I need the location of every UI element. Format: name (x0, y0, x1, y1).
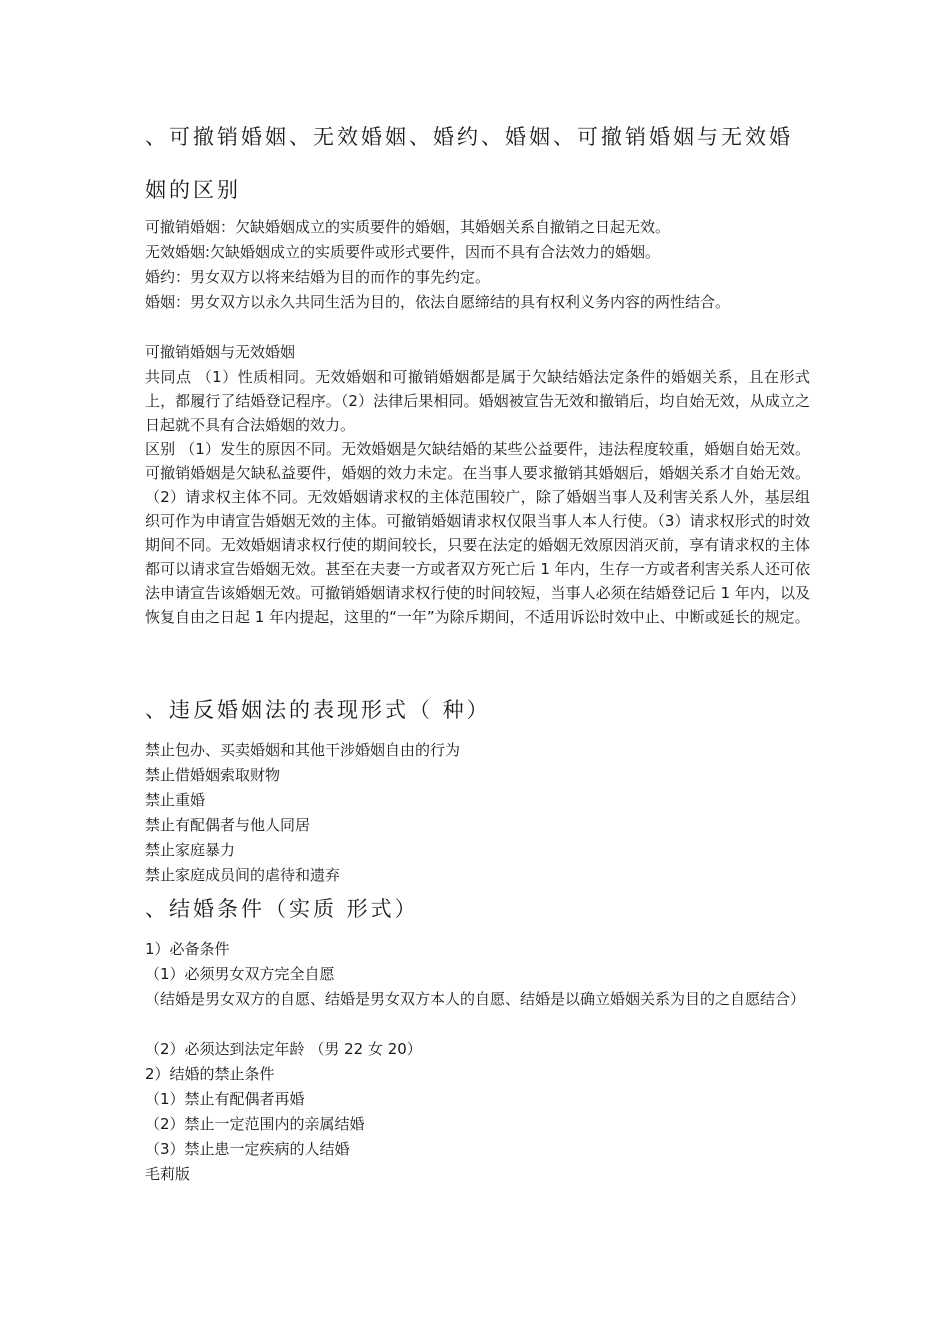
violation-item: 禁止家庭暴力 (145, 841, 236, 859)
definition-void-marriage: 无效婚姻:欠缺婚姻成立的实质要件或形式要件，因而不具有合法效力的婚姻。 (145, 243, 661, 261)
prohibited-condition-2: （2）禁止一定范围内的亲属结婚 (145, 1115, 365, 1133)
definition-engagement: 婚约：男女双方以将来结婚为目的而作的事先约定。 (145, 268, 491, 286)
similarities-paragraph: 共同点 （1）性质相同。无效婚姻和可撤销婚姻都是属于欠缺结婚法定条件的婚姻关系，且在形式上，都履行了结婚登记程序。（2）法律后果相同。婚姻被宣告无效和撤销后，均自始无效，从成立之日起就不具有合法婚姻的效力。 (145, 368, 810, 434)
differences-paragraph: 区别 （1）发生的原因不同。无效婚姻是欠缺结婚的某些公益要件，违法程度较重，婚姻自始无效。可撤销婚姻是欠缺私益要件，婚姻的效力未定。在当事人要求撤销其婚姻后，婚姻关系才自始无效。（2）请求权主体不同。无效婚姻请求权的主体范围较广，除了婚姻当事人及利害关系人外，基层组织可作为申请宣告婚姻无效的主体。可撤销婚姻请求权仅限当事人本人行使。（3）请求权形式的时效期间不同。无效婚姻请求权行使的期间较长，只要在法定的婚姻无效原因消灭前，享有请求权的主体都可以请求宣告婚姻无效。甚至在夫妻一方或者双方死亡后 1 年内，生存一方或者利害关系人还可依法申请宣告该婚姻无效。可撤销婚姻请求权行使的时间较短，当事人必须在结婚登记后 1 年内，以及恢复自由之日起 1 年内提起，这里的“一年”为除斥期间，不适用诉讼时效中止、中断或延长的规定。 (145, 440, 810, 626)
comparison-title: 可撤销婚姻与无效婚姻 (145, 343, 296, 361)
footer-note: 毛莉版 (145, 1165, 191, 1183)
required-condition-2: （2）必须达到法定年龄 （男 22 女 20） (145, 1040, 422, 1058)
required-conditions-title: 1）必备条件 (145, 940, 230, 958)
section1-heading-line1: 、可撤销婚姻、无效婚姻、婚约、婚姻、可撤销婚姻与无效婚 (145, 125, 793, 149)
prohibited-condition-1: （1）禁止有配偶者再婚 (145, 1090, 305, 1108)
required-condition-1: （1）必须男女双方完全自愿 (145, 965, 335, 983)
violation-item: 禁止重婚 (145, 791, 206, 809)
violation-item: 禁止借婚姻索取财物 (145, 766, 281, 784)
prohibited-conditions-title: 2）结婚的禁止条件 (145, 1065, 275, 1083)
definition-revocable-marriage: 可撤销婚姻：欠缺婚姻成立的实质要件的婚姻，其婚姻关系自撤销之日起无效。 (145, 218, 671, 236)
section1-heading-line2: 姻的区别 (145, 178, 241, 202)
prohibited-condition-3: （3）禁止患一定疾病的人结婚 (145, 1140, 350, 1158)
violation-item: 禁止家庭成员间的虐待和遗弃 (145, 866, 341, 884)
violation-item: 禁止包办、买卖婚姻和其他干涉婚姻自由的行为 (145, 741, 461, 759)
section3-heading: 、结婚条件（实质 形式） (145, 897, 419, 921)
definition-marriage: 婚姻：男女双方以永久共同生活为目的，依法自愿缔结的具有权利义务内容的两性结合。 (145, 293, 731, 311)
section2-heading: 、违反婚姻法的表现形式（ 种） (145, 698, 491, 722)
violation-item: 禁止有配偶者与他人同居 (145, 816, 311, 834)
required-condition-1-note: （结婚是男女双方的自愿、结婚是男女双方本人的自愿、结婚是以确立婚姻关系为目的之自愿结合） (145, 990, 806, 1008)
